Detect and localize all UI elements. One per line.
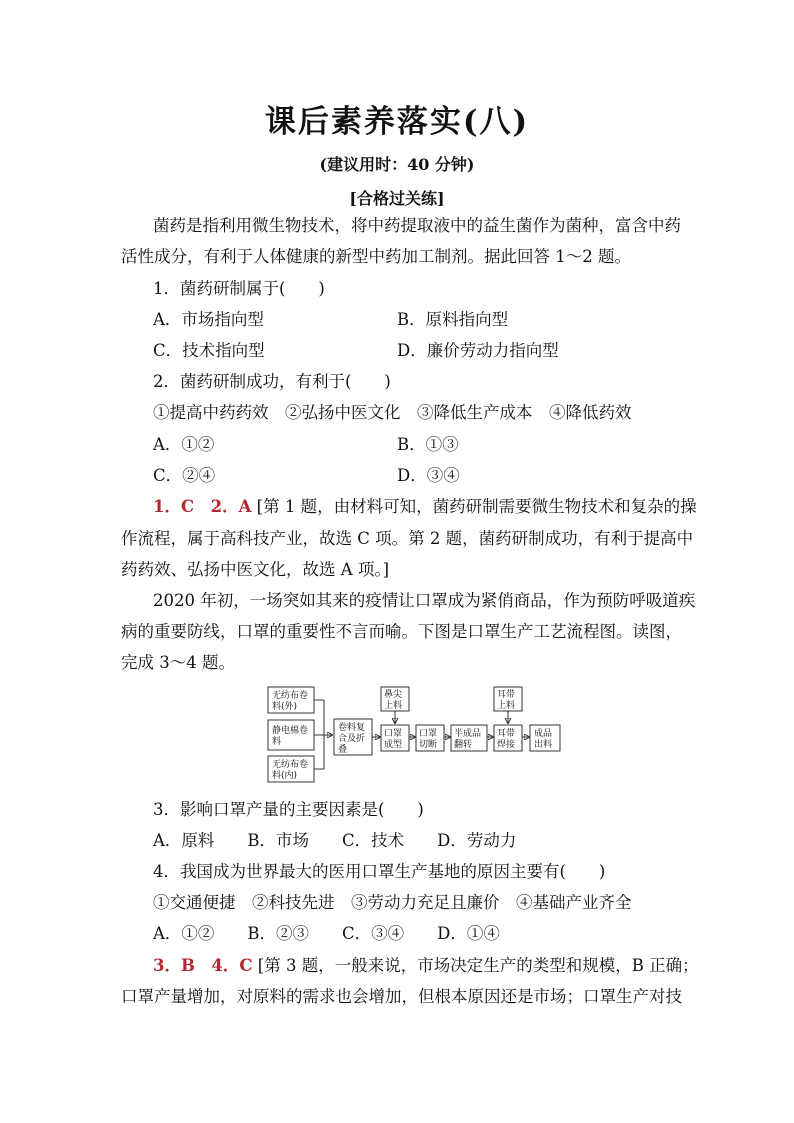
input-inner-label-1: 无纺布卷	[272, 760, 309, 770]
q4-options: A．①② B．②③ C．③④ D．①④	[153, 924, 500, 943]
step3-label-1: 口罩	[419, 729, 438, 739]
section-heading: [合格过关练]	[349, 189, 445, 208]
passage2-line3: 完成 3～4 题。	[121, 653, 235, 672]
input-middle-label-2: 料	[272, 737, 282, 747]
q3-options: A．原料 B．市场 C．技术 D．劳动力	[153, 831, 517, 850]
step1-label-3: 叠	[338, 745, 348, 755]
q2-option-b: B．①③	[397, 435, 459, 454]
q1-option-c: C．技术指向型	[153, 341, 265, 360]
step3-label-2: 切断	[419, 740, 438, 750]
q2-option-c: C．②④	[153, 466, 216, 485]
step4-label-2: 翻转	[454, 740, 473, 750]
step2-label-1: 口罩	[384, 729, 403, 739]
input-middle-label-1: 静电棉卷	[272, 726, 309, 736]
q2-stem: 2．菌药研制成功，有利于( )	[153, 372, 391, 391]
passage1-line2: 活性成分，有利于人体健康的新型中药加工制剂。据此回答 1～2 题。	[121, 247, 631, 266]
answer1-explanation-start: [第 1 题，由材料可知，菌药研制需要微生物技术和复杂的操	[256, 497, 697, 516]
q2-option-a: A．①②	[153, 435, 215, 454]
q4-stem: 4．我国成为世界最大的医用口罩生产基地的原因主要有( )	[153, 862, 606, 881]
passage2-line2: 病的重要防线，口罩的重要性不言而喻。下图是口罩生产工艺流程图。读图，	[121, 622, 682, 641]
input-outer-label-1: 无纺布卷	[272, 691, 309, 701]
answer1-key: 1．C 2．A	[153, 497, 252, 516]
step5-label-2: 焊接	[497, 740, 516, 750]
nose-wire-label-1: 鼻尖	[384, 690, 403, 700]
q2-option-d: D．③④	[397, 466, 460, 485]
q1-option-a: A．市场指向型	[153, 310, 264, 329]
input-outer-label-2: 料(外)	[272, 702, 298, 712]
step2-label-2: 成型	[384, 740, 403, 750]
q1-stem: 1．菌药研制属于( )	[153, 279, 325, 298]
step1-label-1: 卷料复	[338, 723, 366, 733]
suggested-time: (建议用时：40 分钟)	[319, 155, 475, 174]
ear-loop-label-2: 上料	[497, 701, 516, 711]
input-inner-label-2: 料(内)	[272, 771, 298, 781]
answer1-line2: 作流程，属于高科技产业，故选 C 项。第 2 题，菌药研制成功，有利于提高中	[121, 529, 694, 548]
q3-stem: 3．影响口罩产量的主要因素是( )	[153, 800, 424, 819]
ear-loop-label-1: 耳带	[497, 690, 516, 700]
step6-label-1: 成品	[534, 729, 553, 739]
answer2-line2: 口罩产量增加，对原料的需求也会增加，但根本原因还是市场；口罩生产对技	[121, 987, 682, 1006]
mask-production-flowchart	[266, 683, 566, 783]
passage1-line1: 菌药是指利用微生物技术，将中药提取液中的益生菌作为菌种，富含中药	[153, 216, 681, 235]
step1-label-2: 合及折	[338, 734, 366, 744]
answer2-key: 3．B 4．C	[153, 956, 253, 975]
answer2-line1	[153, 955, 699, 977]
q1-option-b: B．原料指向型	[397, 310, 509, 329]
q4-items: ①交通便捷 ②科技先进 ③劳动力充足且廉价 ④基础产业齐全	[153, 893, 632, 912]
passage2-line1: 2020 年初，一场突如其来的疫情让口罩成为紧俏商品，作为预防呼吸道疾	[153, 591, 696, 610]
page-title: 课后素养落实(八)	[264, 104, 530, 140]
nose-wire-label-2: 上料	[384, 701, 403, 711]
answer2-explanation-start: [第 3 题，一般来说，市场决定生产的类型和规模，B 正确；	[257, 956, 699, 975]
answer1-line1	[153, 496, 697, 518]
q2-items: ①提高中药药效 ②弘扬中医文化 ③降低生产成本 ④降低药效	[153, 403, 632, 422]
step6-label-2: 出料	[534, 740, 553, 750]
step4-label-1: 半成品	[454, 729, 482, 739]
step5-label-1: 耳带	[497, 729, 516, 739]
q1-option-d: D．廉价劳动力指向型	[397, 341, 559, 360]
answer1-line3: 药药效、弘扬中医文化，故选 A 项。]	[121, 560, 390, 579]
